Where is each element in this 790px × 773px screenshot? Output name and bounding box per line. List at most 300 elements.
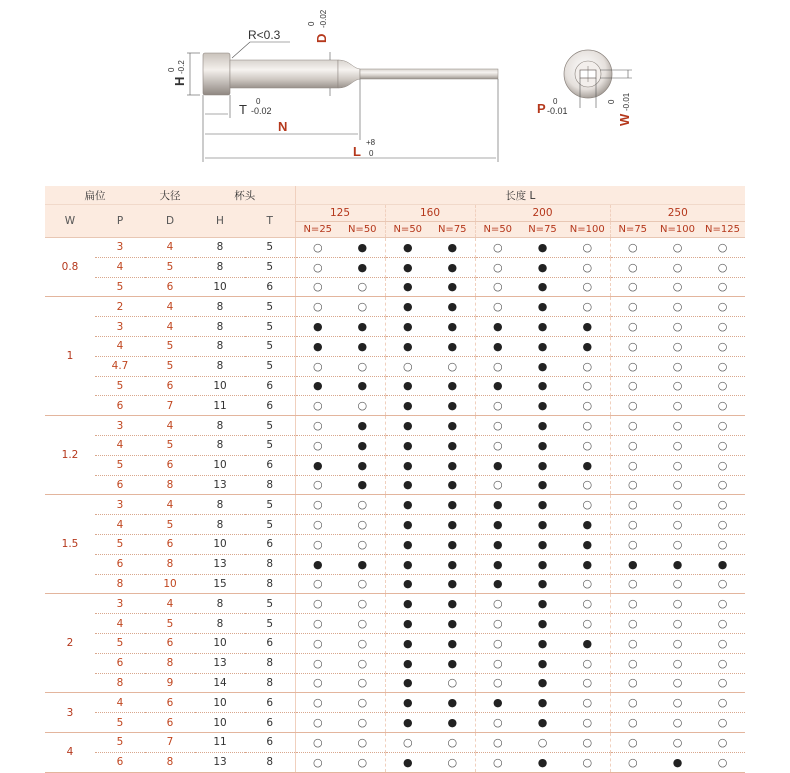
stock-available-mark: ● (520, 594, 565, 614)
h-cell: 10 (195, 693, 245, 713)
t-cell: 5 (245, 614, 295, 634)
p-cell: 3 (95, 317, 145, 337)
stock-available-mark: ● (520, 515, 565, 535)
stock-unavailable-mark: ○ (295, 633, 340, 653)
stock-available-mark: ● (475, 693, 520, 713)
h-cell: 13 (195, 752, 245, 772)
spec-table (45, 186, 745, 773)
stock-available-mark: ● (520, 475, 565, 495)
stock-available-mark: ● (520, 554, 565, 574)
p-cell: 4 (95, 614, 145, 634)
h-label: H (172, 76, 187, 86)
t-cell: 6 (245, 534, 295, 554)
h-cell: 8 (195, 356, 245, 376)
stock-available-mark: ● (340, 416, 385, 436)
stock-available-mark: ● (655, 752, 700, 772)
stock-unavailable-mark: ○ (655, 614, 700, 634)
h-cell: 13 (195, 554, 245, 574)
stock-unavailable-mark: ○ (295, 396, 340, 416)
table-row (45, 416, 745, 436)
stock-unavailable-mark: ○ (655, 238, 700, 258)
stock-unavailable-mark: ○ (610, 693, 655, 713)
t-cell: 5 (245, 416, 295, 436)
stock-available-mark: ● (520, 317, 565, 337)
p-cell: 5 (95, 534, 145, 554)
p-cell: 2 (95, 297, 145, 317)
stock-available-mark: ● (385, 376, 430, 396)
p-cell: 4 (95, 257, 145, 277)
h-cell: 8 (195, 435, 245, 455)
stock-available-mark: ● (340, 238, 385, 258)
h-cell: 10 (195, 534, 245, 554)
stock-unavailable-mark: ○ (700, 356, 745, 376)
pin-head (203, 53, 230, 95)
stock-unavailable-mark: ○ (610, 653, 655, 673)
t-tol-upper: 0 (256, 97, 261, 106)
h-cell: 11 (195, 732, 245, 752)
stock-available-mark: ● (520, 633, 565, 653)
t-cell: 8 (245, 554, 295, 574)
stock-unavailable-mark: ○ (295, 257, 340, 277)
p-cell: 6 (95, 475, 145, 495)
stock-unavailable-mark: ○ (475, 475, 520, 495)
stock-available-mark: ● (430, 376, 475, 396)
stock-unavailable-mark: ○ (700, 376, 745, 396)
stock-unavailable-mark: ○ (295, 732, 340, 752)
stock-unavailable-mark: ○ (610, 435, 655, 455)
stock-available-mark: ● (520, 495, 565, 515)
stock-unavailable-mark: ○ (655, 297, 700, 317)
p-cell: 4 (95, 435, 145, 455)
d-cell: 9 (145, 673, 195, 693)
stock-available-mark: ● (475, 554, 520, 574)
table-row (45, 396, 745, 416)
h-cell: 8 (195, 238, 245, 258)
stock-unavailable-mark: ○ (700, 336, 745, 356)
stock-unavailable-mark: ○ (340, 594, 385, 614)
stock-unavailable-mark: ○ (610, 416, 655, 436)
stock-available-mark: ● (520, 416, 565, 436)
p-cell: 6 (95, 653, 145, 673)
stock-available-mark: ● (295, 455, 340, 475)
stock-unavailable-mark: ○ (475, 396, 520, 416)
stock-available-mark: ● (520, 238, 565, 258)
table-row (45, 713, 745, 733)
t-cell: 5 (245, 515, 295, 535)
stock-available-mark: ● (340, 455, 385, 475)
stock-unavailable-mark: ○ (295, 614, 340, 634)
w-tol-upper: 0 (607, 99, 616, 104)
stock-available-mark: ● (385, 416, 430, 436)
stock-available-mark: ● (385, 297, 430, 317)
stock-unavailable-mark: ○ (700, 713, 745, 733)
stock-available-mark: ● (475, 574, 520, 594)
stock-available-mark: ● (430, 277, 475, 297)
p-cell: 8 (95, 574, 145, 594)
h-cell: 8 (195, 594, 245, 614)
stock-available-mark: ● (520, 713, 565, 733)
h-cell: 14 (195, 673, 245, 693)
stock-available-mark: ● (385, 317, 430, 337)
stock-unavailable-mark: ○ (295, 653, 340, 673)
stock-available-mark: ● (385, 633, 430, 653)
header-length-200: 200 (475, 205, 610, 222)
stock-available-mark: ● (385, 594, 430, 614)
stock-available-mark: ● (385, 614, 430, 634)
stock-available-mark: ● (340, 475, 385, 495)
h-dimension (167, 60, 187, 86)
p-cell: 4 (95, 515, 145, 535)
stock-available-mark: ● (430, 554, 475, 574)
header-flat: 扁位 (45, 186, 145, 205)
stock-unavailable-mark: ○ (565, 752, 610, 772)
stock-available-mark: ● (520, 277, 565, 297)
h-cell: 8 (195, 614, 245, 634)
p-cell: 3 (95, 495, 145, 515)
stock-unavailable-mark: ○ (700, 752, 745, 772)
stock-available-mark: ● (430, 693, 475, 713)
stock-unavailable-mark: ○ (340, 633, 385, 653)
stock-unavailable-mark: ○ (700, 297, 745, 317)
r-label: R<0.3 (248, 28, 281, 42)
t-cell: 8 (245, 653, 295, 673)
stock-available-mark: ● (385, 455, 430, 475)
stock-unavailable-mark: ○ (565, 574, 610, 594)
stock-unavailable-mark: ○ (700, 594, 745, 614)
stock-unavailable-mark: ○ (655, 534, 700, 554)
stock-unavailable-mark: ○ (475, 653, 520, 673)
n-label: N (278, 119, 288, 134)
stock-unavailable-mark: ○ (610, 336, 655, 356)
h-cell: 8 (195, 297, 245, 317)
stock-unavailable-mark: ○ (565, 396, 610, 416)
stock-unavailable-mark: ○ (610, 673, 655, 693)
header-length-125: 125 (295, 205, 385, 222)
d-cell: 5 (145, 435, 195, 455)
t-cell: 5 (245, 238, 295, 258)
table-row (45, 614, 745, 634)
stock-unavailable-mark: ○ (340, 277, 385, 297)
h-cell: 10 (195, 277, 245, 297)
spec-table-body (45, 238, 745, 773)
header-n: N=100 (655, 222, 700, 238)
stock-unavailable-mark: ○ (700, 396, 745, 416)
stock-unavailable-mark: ○ (565, 435, 610, 455)
stock-unavailable-mark: ○ (295, 238, 340, 258)
stock-unavailable-mark: ○ (565, 673, 610, 693)
header-n: N=75 (520, 222, 565, 238)
flat-width-cell: 1.2 (45, 416, 95, 495)
stock-unavailable-mark: ○ (700, 633, 745, 653)
stock-available-mark: ● (565, 515, 610, 535)
header-big-dia: 大径 (145, 186, 195, 205)
stock-unavailable-mark: ○ (475, 257, 520, 277)
stock-available-mark: ● (430, 396, 475, 416)
stock-unavailable-mark: ○ (340, 396, 385, 416)
stock-unavailable-mark: ○ (340, 495, 385, 515)
t-cell: 5 (245, 317, 295, 337)
p-dimension (537, 97, 568, 116)
p-cell: 3 (95, 594, 145, 614)
h-cell: 8 (195, 416, 245, 436)
stock-unavailable-mark: ○ (655, 495, 700, 515)
stock-unavailable-mark: ○ (610, 495, 655, 515)
stock-available-mark: ● (475, 336, 520, 356)
p-cell: 3 (95, 416, 145, 436)
stock-unavailable-mark: ○ (610, 396, 655, 416)
stock-available-mark: ● (430, 534, 475, 554)
d-cell: 7 (145, 732, 195, 752)
d-cell: 6 (145, 713, 195, 733)
stock-unavailable-mark: ○ (610, 317, 655, 337)
d-label: D (314, 33, 329, 43)
t-cell: 5 (245, 435, 295, 455)
table-row (45, 673, 745, 693)
d-cell: 6 (145, 376, 195, 396)
stock-unavailable-mark: ○ (700, 515, 745, 535)
t-cell: 8 (245, 574, 295, 594)
stock-unavailable-mark: ○ (475, 594, 520, 614)
stock-unavailable-mark: ○ (700, 653, 745, 673)
stock-unavailable-mark: ○ (610, 515, 655, 535)
stock-available-mark: ● (520, 435, 565, 455)
l-dimension (353, 138, 376, 159)
stock-unavailable-mark: ○ (655, 633, 700, 653)
stock-available-mark: ● (340, 554, 385, 574)
table-row (45, 574, 745, 594)
stock-unavailable-mark: ○ (340, 653, 385, 673)
stock-available-mark: ● (385, 435, 430, 455)
stock-available-mark: ● (520, 574, 565, 594)
stock-unavailable-mark: ○ (475, 732, 520, 752)
stock-available-mark: ● (385, 277, 430, 297)
t-cell: 6 (245, 396, 295, 416)
stock-unavailable-mark: ○ (700, 238, 745, 258)
h-cell: 13 (195, 653, 245, 673)
stock-unavailable-mark: ○ (610, 713, 655, 733)
stock-unavailable-mark: ○ (565, 297, 610, 317)
stock-unavailable-mark: ○ (295, 752, 340, 772)
stock-unavailable-mark: ○ (700, 435, 745, 455)
stock-available-mark: ● (520, 653, 565, 673)
p-cell: 3 (95, 238, 145, 258)
d-cell: 6 (145, 693, 195, 713)
stock-available-mark: ● (295, 554, 340, 574)
t-tol-lower: -0.02 (251, 106, 272, 116)
stock-unavailable-mark: ○ (700, 693, 745, 713)
stock-unavailable-mark: ○ (295, 594, 340, 614)
pin-technical-drawing (0, 0, 790, 185)
t-cell: 6 (245, 713, 295, 733)
stock-unavailable-mark: ○ (700, 574, 745, 594)
stock-unavailable-mark: ○ (475, 356, 520, 376)
d-cell: 10 (145, 574, 195, 594)
stock-available-mark: ● (430, 336, 475, 356)
l-tol-upper: +8 (366, 138, 376, 147)
l-label: L (353, 144, 361, 159)
stock-available-mark: ● (385, 693, 430, 713)
p-label: P (537, 101, 546, 116)
stock-available-mark: ● (430, 317, 475, 337)
header-n: N=100 (565, 222, 610, 238)
header-length-250: 250 (610, 205, 745, 222)
stock-unavailable-mark: ○ (475, 673, 520, 693)
h-tol-upper: 0 (167, 67, 176, 72)
stock-available-mark: ● (385, 475, 430, 495)
stock-available-mark: ● (430, 495, 475, 515)
stock-available-mark: ● (565, 633, 610, 653)
t-cell: 5 (245, 297, 295, 317)
p-cell: 6 (95, 752, 145, 772)
table-row (45, 435, 745, 455)
stock-unavailable-mark: ○ (295, 416, 340, 436)
stock-available-mark: ● (520, 297, 565, 317)
flat-width-cell: 2 (45, 594, 95, 693)
header-n: N=50 (385, 222, 430, 238)
header-row-1 (45, 186, 745, 205)
p-cell: 8 (95, 673, 145, 693)
table-row (45, 653, 745, 673)
stock-available-mark: ● (520, 356, 565, 376)
stock-unavailable-mark: ○ (655, 336, 700, 356)
stock-unavailable-mark: ○ (340, 356, 385, 376)
stock-available-mark: ● (385, 238, 430, 258)
stock-unavailable-mark: ○ (700, 416, 745, 436)
stock-unavailable-mark: ○ (655, 257, 700, 277)
h-cell: 10 (195, 713, 245, 733)
table-row (45, 376, 745, 396)
h-cell: 8 (195, 515, 245, 535)
stock-unavailable-mark: ○ (475, 435, 520, 455)
t-cell: 8 (245, 673, 295, 693)
stock-unavailable-mark: ○ (655, 475, 700, 495)
w-tol-lower: -0.01 (622, 92, 631, 111)
stock-unavailable-mark: ○ (340, 574, 385, 594)
header-length-160: 160 (385, 205, 475, 222)
stock-unavailable-mark: ○ (475, 752, 520, 772)
stock-unavailable-mark: ○ (655, 693, 700, 713)
stock-available-mark: ● (430, 416, 475, 436)
p-cell: 5 (95, 633, 145, 653)
stock-available-mark: ● (340, 336, 385, 356)
table-row (45, 356, 745, 376)
stock-unavailable-mark: ○ (430, 356, 475, 376)
stock-unavailable-mark: ○ (295, 515, 340, 535)
table-row (45, 534, 745, 554)
h-cell: 10 (195, 455, 245, 475)
stock-available-mark: ● (430, 515, 475, 535)
stock-available-mark: ● (520, 376, 565, 396)
stock-available-mark: ● (565, 336, 610, 356)
stock-unavailable-mark: ○ (700, 614, 745, 634)
stock-available-mark: ● (430, 238, 475, 258)
stock-unavailable-mark: ○ (700, 534, 745, 554)
stock-unavailable-mark: ○ (385, 356, 430, 376)
stock-available-mark: ● (430, 435, 475, 455)
stock-available-mark: ● (385, 396, 430, 416)
flat-width-cell: 1.5 (45, 495, 95, 594)
stock-unavailable-mark: ○ (700, 673, 745, 693)
stock-unavailable-mark: ○ (340, 534, 385, 554)
p-cell: 5 (95, 277, 145, 297)
p-cell: 6 (95, 554, 145, 574)
d-cell: 6 (145, 277, 195, 297)
table-row (45, 297, 745, 317)
table-row (45, 238, 745, 258)
t-cell: 6 (245, 376, 295, 396)
stock-available-mark: ● (700, 554, 745, 574)
d-cell: 4 (145, 297, 195, 317)
pin-shank (230, 60, 338, 88)
h-cell: 8 (195, 257, 245, 277)
d-cell: 7 (145, 396, 195, 416)
stock-unavailable-mark: ○ (655, 277, 700, 297)
header-n: N=50 (475, 222, 520, 238)
stock-available-mark: ● (385, 495, 430, 515)
stock-available-mark: ● (520, 534, 565, 554)
stock-unavailable-mark: ○ (610, 534, 655, 554)
stock-available-mark: ● (565, 317, 610, 337)
stock-unavailable-mark: ○ (430, 673, 475, 693)
d-tol-lower: -0.02 (319, 9, 328, 28)
stock-unavailable-mark: ○ (610, 732, 655, 752)
stock-unavailable-mark: ○ (610, 574, 655, 594)
header-h: H (195, 205, 245, 238)
stock-available-mark: ● (385, 752, 430, 772)
stock-unavailable-mark: ○ (610, 238, 655, 258)
stock-unavailable-mark: ○ (340, 713, 385, 733)
stock-unavailable-mark: ○ (430, 732, 475, 752)
stock-available-mark: ● (340, 317, 385, 337)
flat-width-cell: 0.8 (45, 238, 95, 297)
stock-unavailable-mark: ○ (655, 594, 700, 614)
stock-unavailable-mark: ○ (475, 713, 520, 733)
stock-unavailable-mark: ○ (610, 475, 655, 495)
t-cell: 8 (245, 752, 295, 772)
stock-unavailable-mark: ○ (700, 732, 745, 752)
d-cell: 4 (145, 317, 195, 337)
pin-tip (360, 69, 498, 79)
table-row (45, 336, 745, 356)
stock-unavailable-mark: ○ (340, 614, 385, 634)
p-cell: 5 (95, 713, 145, 733)
d-cell: 5 (145, 614, 195, 634)
d-cell: 6 (145, 455, 195, 475)
stock-unavailable-mark: ○ (295, 713, 340, 733)
stock-available-mark: ● (295, 376, 340, 396)
stock-unavailable-mark: ○ (655, 673, 700, 693)
stock-unavailable-mark: ○ (655, 713, 700, 733)
h-cell: 13 (195, 475, 245, 495)
stock-available-mark: ● (475, 534, 520, 554)
stock-available-mark: ● (565, 554, 610, 574)
header-cup-head: 杯头 (195, 186, 295, 205)
stock-unavailable-mark: ○ (295, 495, 340, 515)
stock-unavailable-mark: ○ (565, 277, 610, 297)
stock-available-mark: ● (520, 257, 565, 277)
table-row (45, 277, 745, 297)
stock-available-mark: ● (340, 376, 385, 396)
stock-available-mark: ● (295, 336, 340, 356)
stock-unavailable-mark: ○ (475, 238, 520, 258)
d-cell: 4 (145, 495, 195, 515)
stock-unavailable-mark: ○ (700, 257, 745, 277)
d-cell: 4 (145, 416, 195, 436)
h-cell: 10 (195, 633, 245, 653)
stock-available-mark: ● (520, 455, 565, 475)
table-row (45, 455, 745, 475)
stock-unavailable-mark: ○ (475, 614, 520, 634)
